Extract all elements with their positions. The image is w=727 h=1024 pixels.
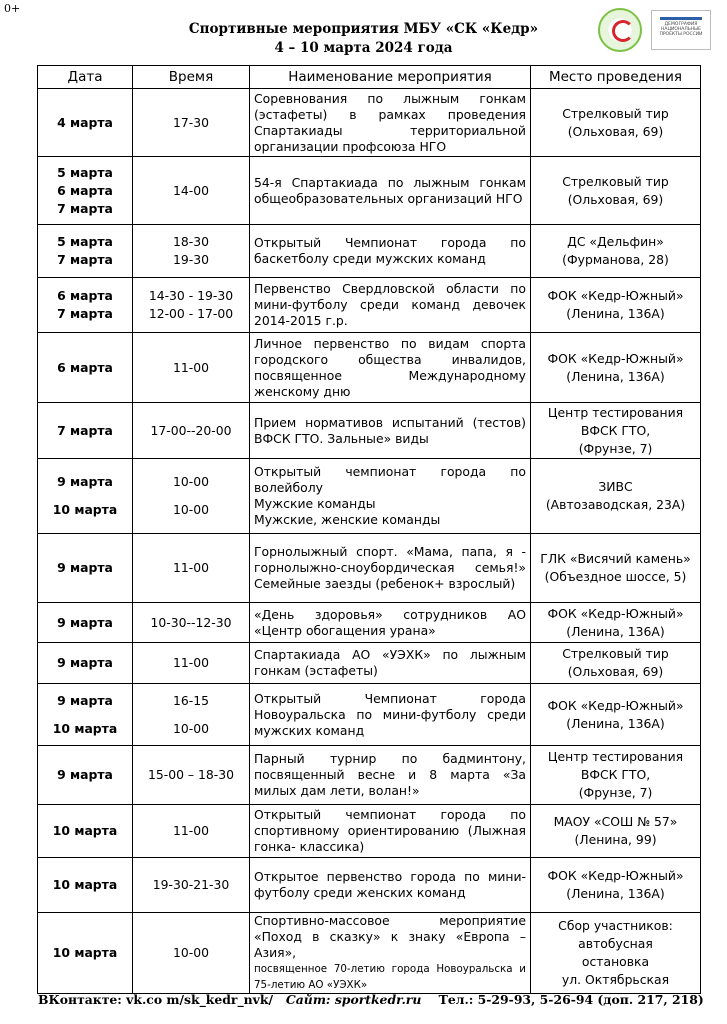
- venue-cell-line: (Объездное шоссе, 5): [544, 569, 687, 584]
- venue-cell-line: ФОК «Кедр-Южный»: [547, 350, 684, 366]
- event-name-cell: [250, 333, 531, 403]
- table-row: [38, 805, 701, 858]
- event-name-cell: [250, 913, 531, 994]
- time-cell: [133, 684, 250, 746]
- venue-cell-line: ФОК «Кедр-Южный»: [547, 697, 684, 713]
- event-name-cell-line: Первенство Свердловской области по мини-футболу среди команд девочек 2014-2015 г.р.: [254, 281, 526, 328]
- date-cell: [38, 858, 133, 913]
- header-date: Дата: [38, 66, 133, 89]
- event-name-cell: [250, 746, 531, 805]
- event-name-cell: [250, 157, 531, 225]
- event-name-cell-line: Открытый Чемпионат города по баскетболу среди мужских команд: [254, 235, 526, 266]
- venue-cell-line: (Ленина, 136А): [566, 623, 665, 639]
- event-name-cell-line: Мужские, женские команды: [254, 512, 441, 527]
- venue-cell-line: (Ольховая, 69): [567, 664, 664, 679]
- venue-cell: [531, 157, 701, 225]
- table-row: [38, 746, 701, 805]
- time-cell-line: 11-00: [172, 560, 209, 575]
- venue-cell: [531, 225, 701, 278]
- time-cell: [133, 225, 250, 278]
- event-name-cell: [250, 225, 531, 278]
- event-name-cell: [250, 459, 531, 534]
- table-header-row: [38, 66, 701, 89]
- table-row: [38, 684, 701, 746]
- venue-cell: [531, 278, 701, 333]
- table-row: [38, 225, 701, 278]
- venue-cell-line: ДС «Дельфин»: [567, 234, 664, 249]
- table-row: [38, 913, 701, 994]
- footer-contacts: [38, 992, 708, 1007]
- event-name-cell: [250, 278, 531, 333]
- venue-cell: [531, 684, 701, 746]
- event-name-cell: [250, 403, 531, 459]
- event-name-cell: [250, 603, 531, 643]
- national-projects-logo-text: ДЕМОГРАФИЯ НАЦИОНАЛЬНЫЕ ПРОЕКТЫ РОССИИ: [659, 22, 703, 37]
- event-name-note: посвященное 70-летию города Новоуральска и 75-летию АО «УЭХК»: [254, 963, 526, 991]
- venue-cell-line: ВФСК ГТО,: [580, 767, 651, 782]
- time-cell-line: 19-30-21-30: [152, 877, 230, 892]
- date-cell: [38, 684, 133, 746]
- venue-cell-line: (Ленина, 99): [574, 832, 657, 847]
- time-cell: [133, 459, 250, 534]
- date-cell-line: 4 марта: [57, 114, 113, 130]
- date-cell-line: 10 марта: [52, 720, 118, 736]
- time-cell-line: 10-00: [172, 474, 209, 489]
- venue-cell-line: (Ольховая, 69): [567, 191, 664, 207]
- venue-cell-line: (Автозаводская, 23А): [545, 497, 686, 512]
- time-cell-line: 11-00: [172, 823, 209, 838]
- time-cell: [133, 333, 250, 403]
- event-name-cell-line: Открытый Чемпионат города Новоуральска по мини-футболу среди мужских команд: [254, 690, 526, 738]
- venue-cell: [531, 333, 701, 403]
- venue-cell: [531, 89, 701, 157]
- table-row: [38, 278, 701, 333]
- document-subtitle: 4 – 10 марта 2024 года: [274, 40, 453, 56]
- event-name-cell-line: Горнолыжный спорт. «Мама, папа, я - горнолыжно-сноубордическая семья!» Семейные заезды (ребенок+ взрослый): [254, 544, 526, 591]
- venue-cell-line: ВФСК ГТО,: [580, 422, 651, 438]
- table-row: [38, 603, 701, 643]
- venue-cell-line: (Фрунзе, 7): [578, 785, 653, 800]
- header-time: Время: [133, 66, 250, 89]
- date-cell: [38, 403, 133, 459]
- venue-cell: [531, 858, 701, 913]
- date-cell-line: 7 марта: [57, 422, 113, 438]
- table-row: [38, 459, 701, 534]
- table-row: [38, 333, 701, 403]
- date-cell-line: 9 марта: [57, 767, 113, 782]
- time-cell: [133, 278, 250, 333]
- venue-cell-line: ЗИВС: [598, 479, 633, 494]
- venue-cell-line: (Ленина, 136А): [566, 368, 665, 384]
- date-cell-line: 5 марта: [57, 234, 113, 249]
- venue-cell-line: Центр тестирования: [547, 404, 684, 420]
- date-cell-line: 5 марта: [57, 164, 113, 180]
- time-cell: [133, 403, 250, 459]
- time-cell: [133, 534, 250, 603]
- event-name-cell-line: Личное первенство по видам спорта городского общества инвалидов, посвященное Международному женскому дню: [254, 335, 526, 399]
- venue-cell: [531, 805, 701, 858]
- event-name-cell: [250, 643, 531, 684]
- date-cell-line: 9 марта: [57, 692, 113, 708]
- time-cell-line: 12-00 - 17-00: [148, 306, 234, 321]
- time-cell-line: 17-00--20-00: [150, 422, 232, 438]
- date-cell-line: 10 марта: [52, 945, 118, 960]
- table-row: [38, 403, 701, 459]
- event-name-cell-line: Прием нормативов испытаний (тестов) ВФСК ГТО. Зальные» виды: [254, 414, 526, 446]
- date-cell-line: 6 марта: [57, 359, 113, 375]
- date-cell: [38, 225, 133, 278]
- venue-cell-line: МАОУ «СОШ № 57»: [553, 814, 678, 829]
- table-row: [38, 643, 701, 684]
- date-cell-line: 6 марта: [57, 288, 113, 303]
- date-cell-line: 9 марта: [57, 474, 113, 489]
- time-cell-line: 10-00: [172, 502, 209, 517]
- time-cell-line: 15-00 – 18-30: [147, 767, 235, 782]
- date-cell-line: 7 марта: [57, 252, 113, 267]
- time-cell-line: 19-30: [172, 252, 209, 267]
- venue-cell-line: Стрелковый тир: [562, 173, 669, 189]
- time-cell-line: 17-30: [172, 114, 209, 130]
- venue-cell-line: автобусная: [578, 936, 653, 951]
- event-name-cell-line: 54-я Спартакиада по лыжным гонкам общеобразовательных организаций НГО: [254, 174, 526, 206]
- event-name-cell-line: Открытое первенство города по мини-футболу среди женских команд: [254, 869, 526, 900]
- time-cell-line: 10-00: [172, 720, 209, 736]
- venue-cell: [531, 459, 701, 534]
- venue-cell-line: ФОК «Кедр-Южный»: [547, 605, 684, 621]
- date-cell: [38, 805, 133, 858]
- time-cell-line: 10-00: [172, 945, 209, 960]
- header-event-name: Наименование мероприятия: [250, 66, 531, 89]
- venue-cell-line: (Ленина, 136А): [566, 306, 665, 321]
- header-venue: Место проведения: [531, 66, 701, 89]
- date-cell: [38, 278, 133, 333]
- date-cell-line: 7 марта: [57, 306, 113, 321]
- time-cell: [133, 643, 250, 684]
- venue-cell: [531, 603, 701, 643]
- venue-cell-line: остановка: [581, 954, 650, 969]
- table-row: [38, 858, 701, 913]
- venue-cell-line: Сбор участников:: [558, 918, 673, 933]
- event-name-cell-line: Мужские команды: [254, 496, 376, 511]
- venue-cell-line: ФОК «Кедр-Южный»: [547, 288, 684, 303]
- footer-site-link[interactable]: Сайт: sportkedr.ru: [285, 992, 422, 1007]
- venue-cell-line: (Ленина, 136А): [566, 886, 665, 901]
- venue-cell: [531, 643, 701, 684]
- date-cell-line: 10 марта: [52, 823, 118, 838]
- date-cell-line: 10 марта: [52, 877, 118, 892]
- venue-cell-line: (Ленина, 136А): [566, 715, 665, 731]
- event-name-cell-line: «День здоровья» сотрудников АО «Центр обогащения урана»: [254, 606, 526, 638]
- time-cell-line: 18-30: [172, 234, 209, 249]
- footer-phone: Тел.: 5-29-93, 5-26-94 (доп. 217, 218): [438, 992, 704, 1007]
- date-cell-line: 7 марта: [57, 200, 113, 216]
- event-name-cell: [250, 534, 531, 603]
- date-cell: [38, 157, 133, 225]
- venue-cell-line: Стрелковый тир: [562, 105, 669, 121]
- event-name-cell: [250, 89, 531, 157]
- table-row: [38, 157, 701, 225]
- venue-cell-line: Центр тестирования: [547, 749, 684, 764]
- date-cell: [38, 534, 133, 603]
- event-name-cell-line: Соревнования по лыжным гонкам (эстафеты) в рамках проведения Спартакиады территориальной организации профсоюза НГО: [254, 90, 526, 154]
- date-cell: [38, 333, 133, 403]
- time-cell-line: 14-30 - 19-30: [148, 288, 234, 303]
- venue-cell-line: (Фурманова, 28): [562, 252, 669, 267]
- event-name-cell: [250, 858, 531, 913]
- venue-cell: [531, 746, 701, 805]
- venue-cell-line: (Ольховая, 69): [567, 123, 664, 139]
- event-name-cell-line: Открытый чемпионат города по волейболу: [254, 464, 526, 495]
- date-cell: [38, 643, 133, 684]
- date-cell-line: 10 марта: [52, 502, 118, 517]
- time-cell-line: 16-15: [172, 692, 209, 708]
- table-row: [38, 89, 701, 157]
- time-cell-line: 14-00: [172, 182, 209, 198]
- schedule-table: [37, 65, 701, 994]
- schedule-rows: [38, 89, 701, 994]
- national-projects-logo-icon: [651, 10, 711, 50]
- date-cell: [38, 746, 133, 805]
- event-name-cell-line: Открытый чемпионат города по спортивному ориентированию (Лыжная гонка- классика): [254, 807, 526, 854]
- date-cell: [38, 603, 133, 643]
- date-cell-line: 9 марта: [57, 655, 113, 670]
- footer-vk-link[interactable]: ВКонтакте: vk.co m/sk_kedr_nvk/: [38, 992, 273, 1007]
- date-cell: [38, 459, 133, 534]
- event-name-cell: [250, 684, 531, 746]
- time-cell-line: 11-00: [172, 359, 209, 375]
- venue-cell-line: ФОК «Кедр-Южный»: [547, 868, 684, 883]
- time-cell: [133, 805, 250, 858]
- time-cell-line: 10-30--12-30: [150, 614, 232, 630]
- event-name-cell-line: Парный турнир по бадминтону, посвященный весне и 8 марта «За милых дам лети, волан!»: [254, 751, 526, 798]
- sk-kedr-logo-icon: [598, 8, 642, 52]
- venue-cell: [531, 913, 701, 994]
- time-cell: [133, 157, 250, 225]
- date-cell: [38, 913, 133, 994]
- document-title: Спортивные мероприятия МБУ «СК «Кедр»: [188, 21, 539, 37]
- age-rating: 0+: [4, 2, 21, 15]
- event-name-cell-line: Спартакиада АО «УЭХК» по лыжным гонкам (эстафеты): [254, 647, 526, 678]
- time-cell: [133, 858, 250, 913]
- venue-cell: [531, 534, 701, 603]
- venue-cell: [531, 403, 701, 459]
- time-cell: [133, 603, 250, 643]
- date-cell-line: 6 марта: [57, 182, 113, 198]
- date-cell-line: 9 марта: [57, 560, 113, 575]
- time-cell: [133, 746, 250, 805]
- date-cell: [38, 89, 133, 157]
- venue-cell-line: ул. Октябрьская: [561, 972, 670, 987]
- venue-cell-line: (Фрунзе, 7): [578, 440, 653, 456]
- table-row: [38, 534, 701, 603]
- time-cell: [133, 913, 250, 994]
- time-cell: [133, 89, 250, 157]
- venue-cell-line: ГЛК «Висячий камень»: [540, 551, 691, 566]
- time-cell-line: 11-00: [172, 655, 209, 670]
- event-name-cell-line: Спортивно-массовое мероприятие «Поход в сказку» к знаку «Европа – Азия»,: [254, 913, 526, 960]
- venue-cell-line: Стрелковый тир: [562, 646, 669, 661]
- date-cell-line: 9 марта: [57, 614, 113, 630]
- event-name-cell: [250, 805, 531, 858]
